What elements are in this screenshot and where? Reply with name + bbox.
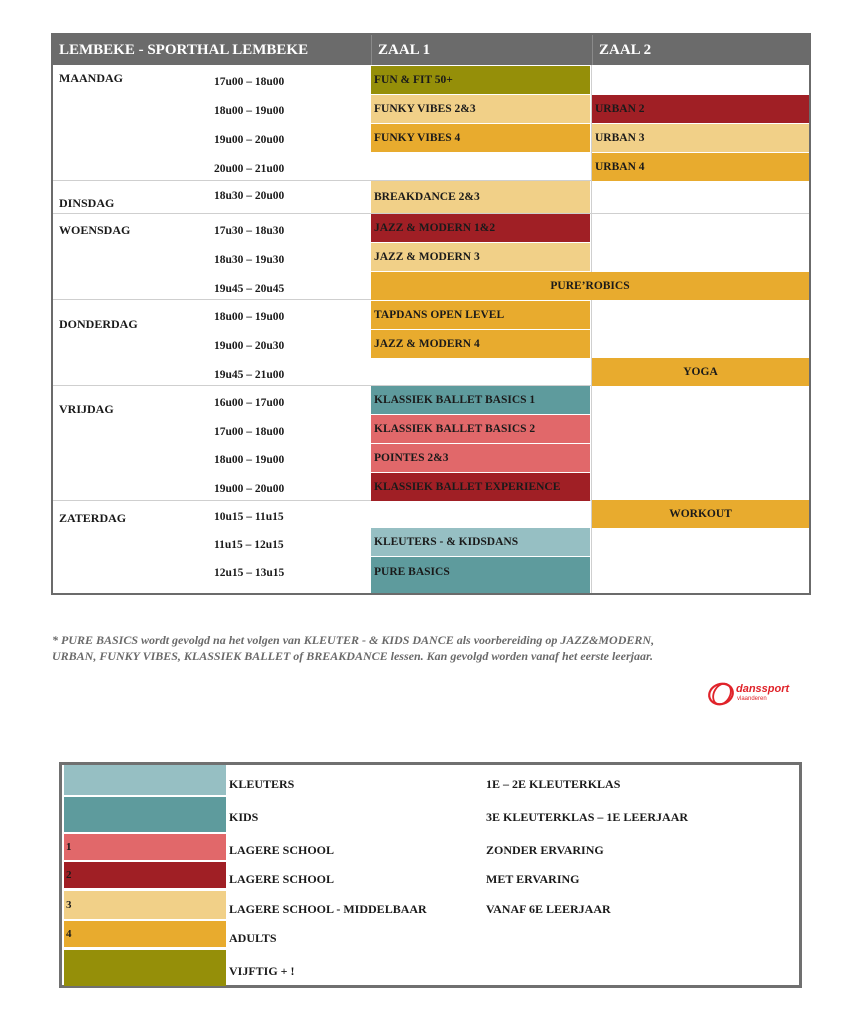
legend-label: KLEUTERS	[229, 777, 295, 791]
time-slot: 19u00 – 20u00	[214, 134, 285, 146]
time-slot: 19u45 – 20u45	[214, 283, 285, 295]
legend-swatch: 2	[64, 862, 226, 888]
time-slot: 19u45 – 21u00	[214, 369, 285, 381]
legend-swatch	[64, 950, 226, 986]
time-slot: 19u00 – 20u00	[214, 483, 285, 495]
day-label-dinsdag: DINSDAG	[59, 196, 115, 210]
class-cell-wide[interactable]: PURE’ROBICS	[371, 272, 809, 300]
danssport-logo	[707, 679, 797, 709]
class-cell[interactable]: JAZZ & MODERN 3	[371, 243, 590, 271]
legend-label: LAGERE SCHOOL	[229, 872, 335, 886]
time-slot: 18u00 – 19u00	[214, 105, 285, 117]
legend-description: VANAF 6E LEERJAAR	[486, 902, 611, 916]
legend-swatch	[64, 765, 226, 795]
day-label-zaterdag: ZATERDAG	[59, 511, 127, 525]
time-slot: 17u00 – 18u00	[214, 426, 285, 438]
legend-label: KIDS	[229, 810, 259, 824]
class-cell[interactable]: FUNKY VIBES 4	[371, 124, 590, 152]
class-cell[interactable]: KLASSIEK BALLET BASICS 1	[371, 386, 590, 414]
class-cell[interactable]: URBAN 4	[592, 153, 809, 181]
day-label-donderdag: DONDERDAG	[59, 317, 138, 331]
legend-swatch: 1	[64, 834, 226, 860]
class-cell[interactable]: BREAKDANCE 2&3	[371, 181, 590, 213]
time-slot: 20u00 – 21u00	[214, 163, 285, 175]
time-slot: 10u15 – 11u15	[214, 511, 284, 523]
class-cell[interactable]: JAZZ & MODERN 1&2	[371, 214, 590, 242]
legend-swatch: 4	[64, 921, 226, 947]
legend-description: ZONDER ERVARING	[486, 843, 604, 857]
logo-name: danssport	[736, 683, 790, 695]
zaal1-header: ZAAL 1	[371, 35, 592, 65]
legend-description: 1E – 2E KLEUTERKLAS	[486, 777, 621, 791]
time-slot: 18u30 – 20u00	[214, 190, 285, 202]
legend-description: MET ERVARING	[486, 872, 580, 886]
legend-description: 3E KLEUTERKLAS – 1E LEERJAAR	[486, 810, 689, 824]
class-cell[interactable]: YOGA	[592, 358, 809, 386]
time-slot: 16u00 – 17u00	[214, 397, 285, 409]
class-cell[interactable]: URBAN 3	[592, 124, 809, 152]
class-cell[interactable]: JAZZ & MODERN 4	[371, 330, 590, 358]
danssport-logo-icon	[707, 679, 737, 709]
location-header: LEMBEKE - SPORTHAL LEMBEKE	[53, 35, 371, 65]
class-cell[interactable]: WORKOUT	[592, 500, 809, 528]
time-slot: 17u00 – 18u00	[214, 76, 285, 88]
class-cell[interactable]: KLASSIEK BALLET BASICS 2	[371, 415, 590, 443]
legend-label: LAGERE SCHOOL	[229, 843, 335, 857]
zaal2-header: ZAAL 2	[592, 35, 809, 65]
time-slot: 18u00 – 19u00	[214, 311, 285, 323]
class-cell[interactable]: FUNKY VIBES 2&3	[371, 95, 590, 123]
legend-label: VIJFTIG + !	[229, 964, 295, 978]
class-cell[interactable]: TAPDANS OPEN LEVEL	[371, 301, 590, 329]
class-cell[interactable]: KLEUTERS - & KIDSDANS	[371, 528, 590, 556]
class-cell[interactable]: URBAN 2	[592, 95, 809, 123]
class-cell[interactable]: FUN & FIT 50+	[371, 66, 590, 94]
time-slot: 17u30 – 18u30	[214, 225, 285, 237]
time-slot: 18u30 – 19u30	[214, 254, 285, 266]
time-slot: 19u00 – 20u30	[214, 340, 285, 352]
legend-swatch: 3	[64, 891, 226, 919]
class-cell[interactable]: POINTES 2&3	[371, 444, 590, 472]
class-cell[interactable]: KLASSIEK BALLET EXPERIENCE	[371, 473, 590, 501]
schedule-table	[51, 33, 811, 595]
legend-swatch	[64, 797, 226, 832]
zaal2-divider	[592, 213, 809, 214]
legend-label: ADULTS	[229, 931, 277, 945]
day-label-woensdag: WOENSDAG	[59, 223, 131, 237]
legend	[59, 762, 802, 988]
time-slot: 11u15 – 12u15	[214, 539, 284, 551]
legend-label: LAGERE SCHOOL - MIDDELBAAR	[229, 902, 427, 916]
time-slot: 18u00 – 19u00	[214, 454, 285, 466]
day-label-maandag: MAANDAG	[59, 71, 123, 85]
footnote: * PURE BASICS wordt gevolgd na het volgen van KLEUTER - & KIDS DANCE als voorbereiding op JAZZ&MODERN, URBAN, FUNKY VIBES, KLASSIEK BALLET of BREAKDANCE lessen. Kan gevolgd worden vanaf het eerste leerjaar.	[52, 633, 655, 663]
time-slot: 12u15 – 13u15	[214, 567, 285, 579]
logo-sub: vlaanderen	[737, 696, 767, 702]
class-cell[interactable]: PURE BASICS	[371, 557, 590, 593]
day-label-vrijdag: VRIJDAG	[59, 402, 114, 416]
